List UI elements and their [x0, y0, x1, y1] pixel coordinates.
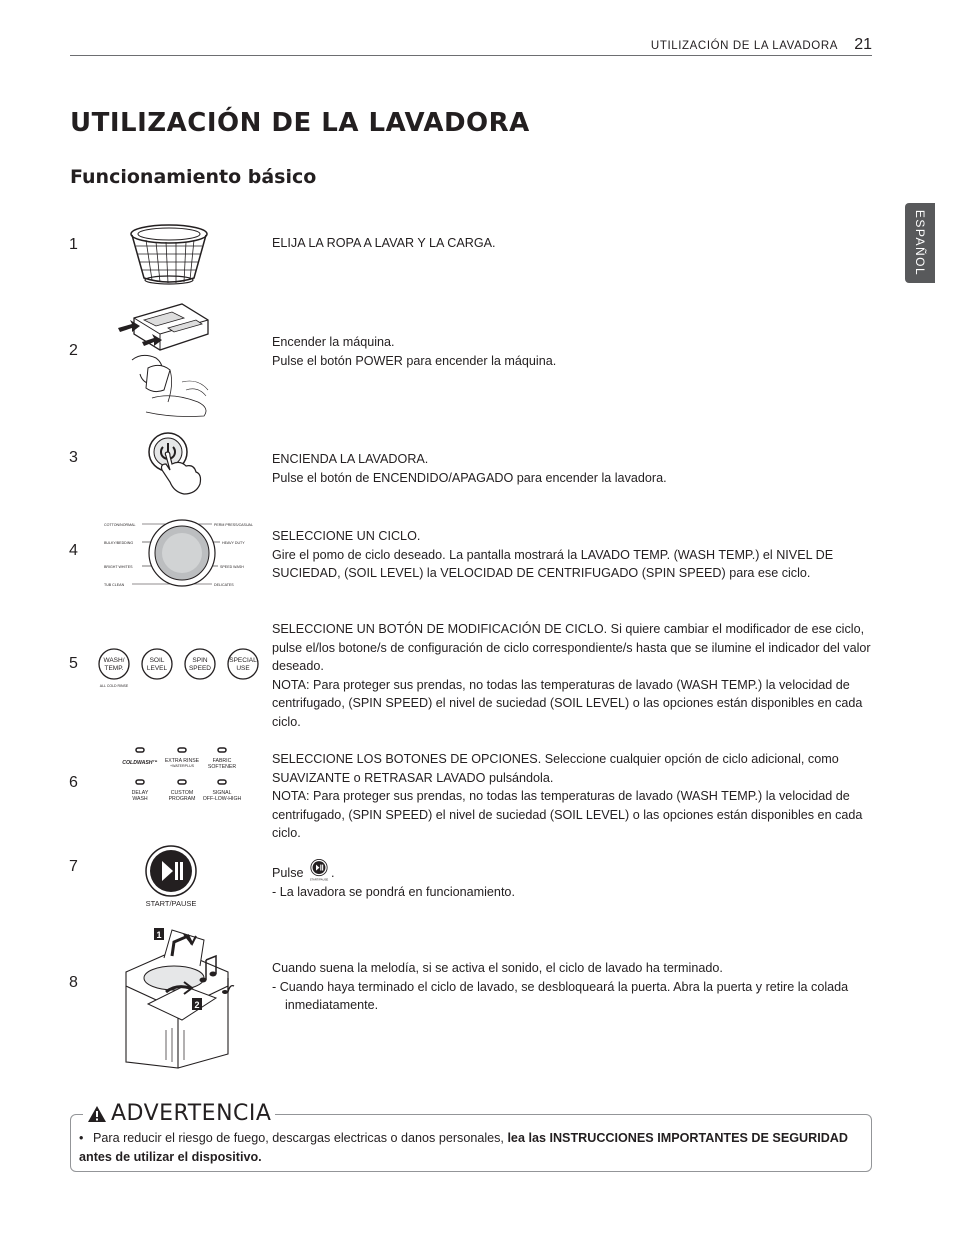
- warning-text: [79, 1129, 859, 1167]
- language-tab: [905, 203, 935, 283]
- step-2-text: [272, 333, 872, 370]
- step-8-line-1: Cuando suena la melodía, si se activa el sonido, el ciclo de lavado ha terminado.: [272, 961, 723, 975]
- dial-label-right-4: DELICATES: [214, 583, 234, 587]
- dial-label-left-1: COTTON/NORMAL: [104, 523, 136, 527]
- step-7-line-1: - La lavadora se pondrá en funcionamiento.: [272, 885, 515, 899]
- modifier-soil-level-line2: LEVEL: [146, 665, 168, 672]
- warning-bullet: •: [79, 1131, 84, 1145]
- step-1-line: ELIJA LA ROPA A LAVAR Y LA CARGA.: [272, 236, 496, 250]
- option-coldwash: COLDWASH™: [122, 760, 158, 766]
- step-6-line-2: NOTA: Para proteger sus prendas, no todas las temperaturas de lavado (WASH TEMP.) la velocidad de centrifugado, (SPIN SPEED) el nivel de suciedad (SOIL LEVEL) o las opciones están disponibles en cada ciclo.: [272, 789, 863, 840]
- language-tab-label: ESPAÑOL: [913, 209, 927, 277]
- step-3-line-1: ENCIENDA LA LAVADORA.: [272, 452, 429, 466]
- dial-label-right-3: SPEED WASH: [220, 565, 244, 569]
- warning-text-regular: Para reducir el riesgo de fuego, descargas electricas o danos personales,: [93, 1131, 508, 1145]
- step-7-pulse-line: [272, 859, 872, 883]
- detergent-dispenser-icon: [112, 298, 214, 420]
- step-3-line-2: Pulse el botón de ENCENDIDO/APAGADO para encender la lavadora.: [272, 470, 667, 485]
- callout-2: 2: [194, 1000, 200, 1010]
- warning-box: [70, 1101, 872, 1172]
- cycle-modifier-buttons-icon: [94, 645, 264, 689]
- warning-triangle-icon: [87, 1105, 107, 1123]
- step-8-text: [272, 959, 872, 1015]
- start-pause-label: START/PAUSE: [145, 899, 197, 908]
- step-4-line-2: Gire el pomo de ciclo deseado. La pantalla mostrará la LAVADO TEMP. (WASH TEMP.) el NIVEL DE SUCIEDAD, (SOIL LEVEL) la VELOCIDAD DE CENTRIFUGADO (SPIN SPEED) para ese ciclo.: [272, 547, 834, 580]
- dial-label-left-3: BRIGHT WHITES: [104, 565, 133, 569]
- step-5-number: 5: [69, 655, 78, 672]
- step-2-number: 2: [69, 342, 78, 359]
- header-page-number: 21: [854, 36, 872, 53]
- step-5-line-2: NOTA: Para proteger sus prendas, no todas las temperaturas de lavado (WASH TEMP.) la velocidad de centrifugado, (SPIN SPEED) el nivel de suciedad (SOIL LEVEL) o las opciones están disponibles en cada ciclo.: [272, 677, 863, 729]
- modifier-soil-level-line1: SOIL: [149, 657, 165, 664]
- modifier-wash-temp-line1: WASH/: [103, 657, 125, 664]
- dial-label-right-2: HEAVY DUTY: [222, 541, 245, 545]
- option-buttons-icon: [116, 746, 246, 808]
- step-4-text: [272, 527, 872, 583]
- option-fabric-softener-line1: FABRIC: [212, 758, 232, 764]
- step-5-text: [272, 620, 872, 731]
- laundry-basket-icon: [128, 222, 210, 288]
- modifier-special-use-line2: USE: [236, 665, 250, 672]
- step-4-line-1: SELECCIONE UN CICLO.: [272, 529, 421, 543]
- step-5-line-1: SELECCIONE UN BOTÓN DE MODIFICACIÓN DE CICLO. Si quiere cambiar el modificador de ese ciclo, pulse el/los botone/s de configuración de ciclo correspondiente/s hasta que se ilumine el indicador del valor deseado.: [272, 622, 871, 673]
- modifier-special-use-line1: SPECIAL: [229, 657, 257, 664]
- step-8-line-2: - Cuando haya terminado el ciclo de lavado, se desbloqueará la puerta. Abra la puerta y retire la colada inmediatamente.: [272, 979, 849, 1012]
- page-header: [70, 36, 872, 56]
- step-6-number: 6: [69, 774, 78, 791]
- modifier-spin-speed-line2: SPEED: [188, 665, 212, 672]
- step-6-text: [272, 750, 872, 843]
- start-pause-inline-icon: [307, 859, 331, 883]
- option-custom-program-line1: CUSTOM: [170, 790, 194, 796]
- warning-title: ADVERTENCIA: [111, 1101, 272, 1126]
- warning-header: [83, 1101, 275, 1126]
- option-extra-rinse-line2: +WATERPLUS: [169, 764, 195, 768]
- warning-text-bold: lea las INSTRUCCIONES IMPORTANTES DE SEGURIDAD antes de utilizar el dispositivo.: [79, 1131, 848, 1164]
- step-3-number: 3: [69, 449, 78, 466]
- option-fabric-softener-line2: SOFTENER: [207, 764, 237, 770]
- step-1-number: 1: [69, 236, 78, 253]
- section-title: Funcionamiento básico: [70, 166, 317, 188]
- option-signal-line1: SIGNAL: [212, 790, 232, 796]
- modifier-caption: ALL COLD RINSE: [99, 684, 129, 688]
- option-custom-program-line2: PROGRAM: [168, 796, 196, 802]
- step-2-line-1: Encender la máquina.: [272, 335, 395, 349]
- modifier-wash-temp-line2: TEMP.: [104, 665, 124, 672]
- step-4-number: 4: [69, 542, 78, 559]
- start-pause-button-icon: [140, 844, 204, 910]
- dial-label-left-4: TUB CLEAN: [104, 583, 125, 587]
- step-7-pulse-suffix: .: [331, 866, 335, 880]
- power-button-press-icon: [146, 430, 206, 498]
- step-3-text: [272, 450, 872, 487]
- step-8-number: 8: [69, 974, 78, 991]
- page-title: UTILIZACIÓN DE LA LAVADORA: [70, 108, 530, 138]
- step-7-pulse-word: Pulse: [272, 866, 304, 880]
- dial-label-right-1: PERM PRESS/CASUAL: [214, 523, 253, 527]
- washer-unload-icon: [112, 922, 240, 1072]
- step-7-text: [272, 859, 872, 902]
- step-1-text: [272, 234, 872, 253]
- option-delay-wash-line2: WASH: [132, 796, 148, 802]
- modifier-spin-speed-line1: SPIN: [192, 657, 208, 664]
- start-pause-inline-label: START/PAUSE: [309, 878, 329, 882]
- step-2-line-2: Pulse el botón POWER para encender la máquina.: [272, 353, 557, 368]
- callout-1: 1: [156, 930, 162, 940]
- cycle-dial-icon: [102, 515, 262, 591]
- header-section-title: UTILIZACIÓN DE LA LAVADORA: [650, 40, 838, 52]
- dial-label-left-2: BULKY/BEDDING: [104, 541, 134, 545]
- option-extra-rinse-line1: EXTRA RINSE: [164, 758, 200, 764]
- step-7-number: 7: [69, 858, 78, 875]
- option-signal-line2: OFF-LOW-HIGH: [202, 796, 242, 802]
- option-delay-wash-line1: DELAY: [131, 790, 149, 796]
- step-6-line-1: SELECCIONE LOS BOTONES DE OPCIONES. Seleccione cualquier opción de ciclo adicional, como SUAVIZANTE o RETRASAR LAVADO pulsándola.: [272, 752, 839, 785]
